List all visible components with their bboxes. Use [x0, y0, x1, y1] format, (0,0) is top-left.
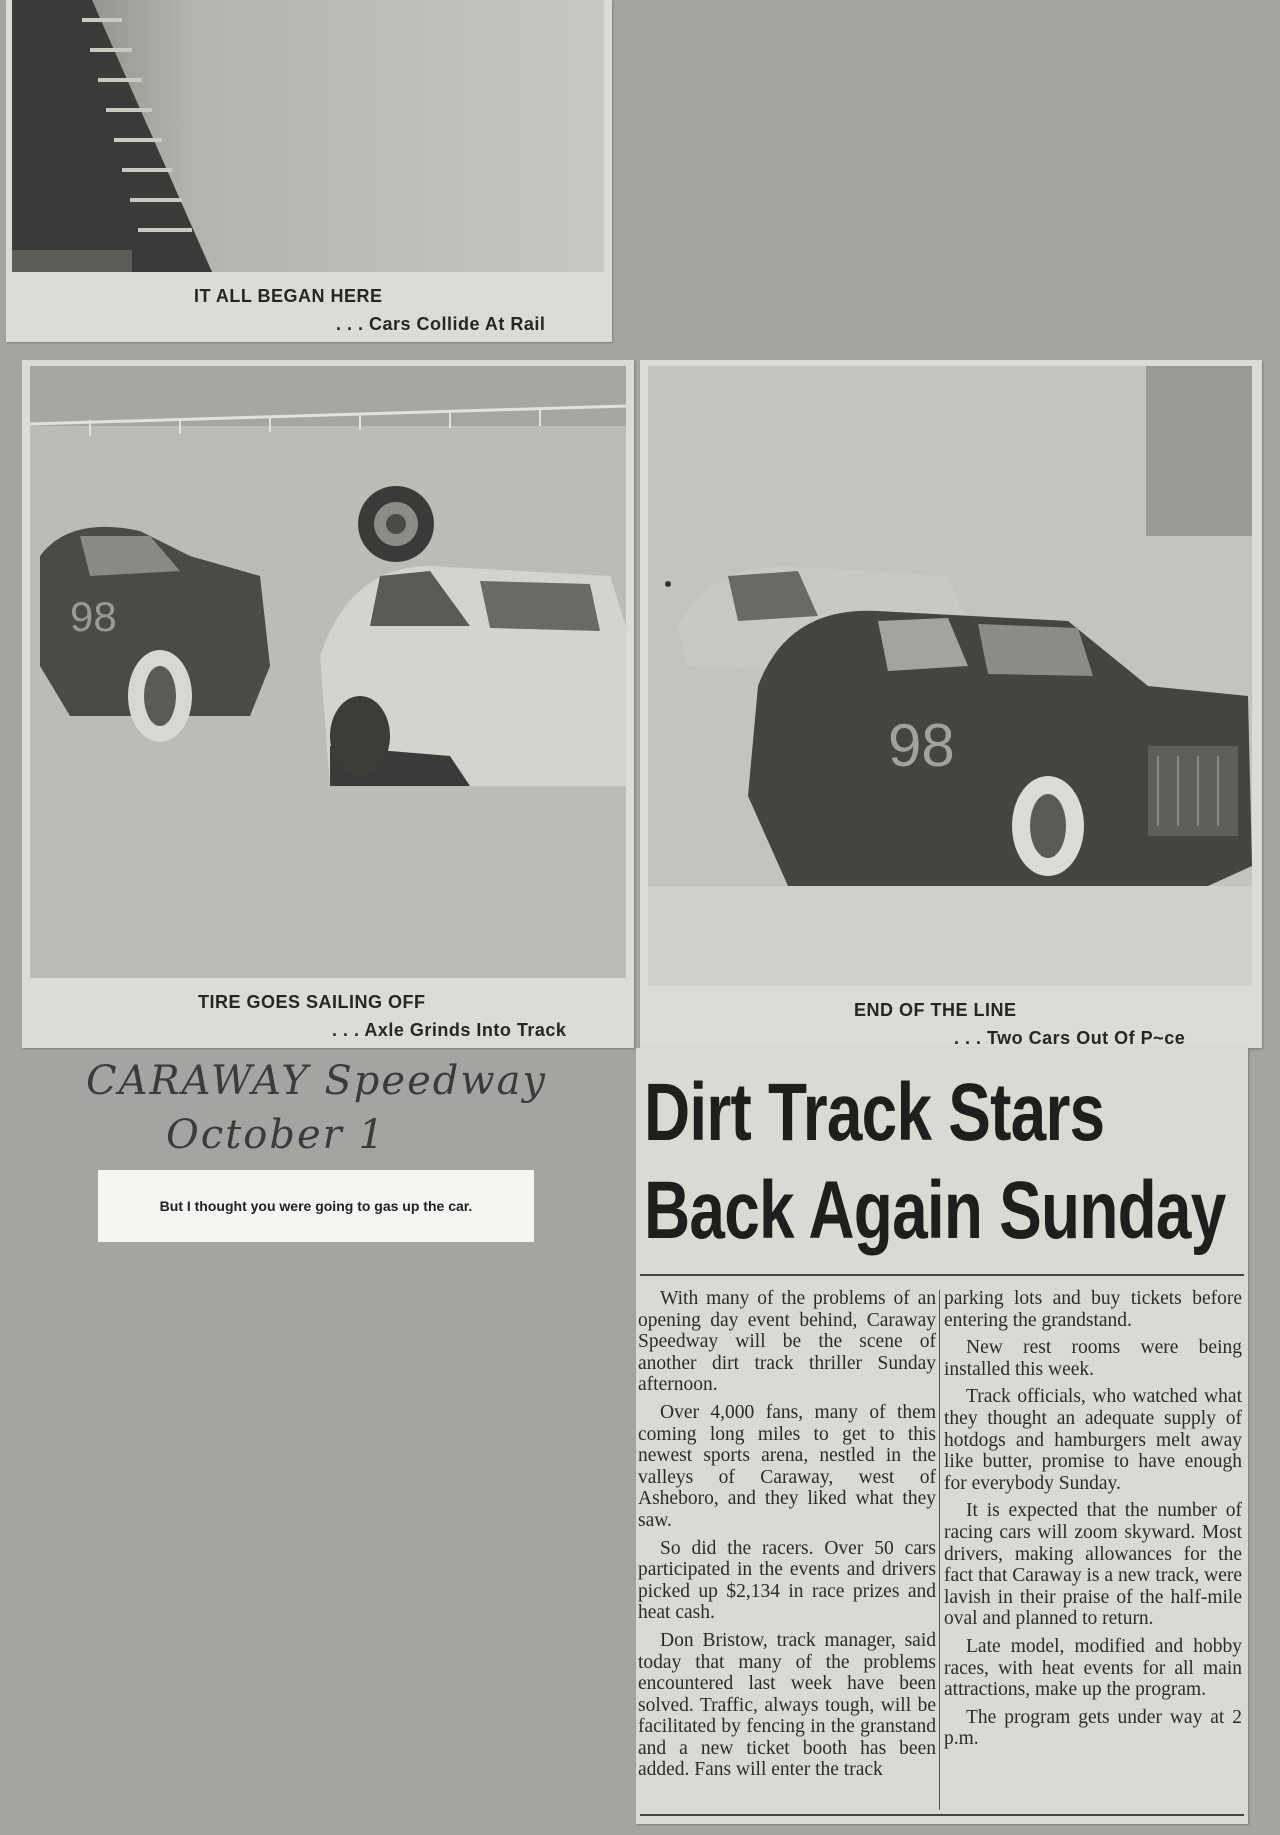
article-paragraph: Don Bristow, track manager, said today that many of the problems encountered last week have been solved. Traffic, always tough, will be facilitated by fencing in the granstand and a new ticket booth has been added. Fans will enter the track [638, 1629, 936, 1781]
article-paragraph: New rest rooms were being installed this week. [944, 1337, 1242, 1380]
photo-grandstand-collision [12, 0, 604, 272]
clipping-tire [22, 360, 634, 1048]
car-number-label: 98 [70, 593, 117, 640]
article-paragraph: With many of the problems of an opening day event behind, Caraway Speedway will be the scene of another dirt track thriller Sunday afternoon. [638, 1288, 936, 1396]
article-paragraph: So did the racers. Over 50 cars participated in the events and drivers picked up $2,134 in race prizes and heat cash. [638, 1537, 936, 1624]
caption-sub-tire: . . . Axle Grinds Into Track [332, 1020, 567, 1040]
article-column-1 [638, 1288, 936, 1787]
grandstand-illustration [12, 0, 604, 272]
headline-line2: Back Again Sunday [644, 1165, 1226, 1256]
article-paragraph: The program gets under way at 2 p.m. [944, 1706, 1242, 1750]
handwritten-note-line2: October 1 [166, 1112, 386, 1158]
photo-end-of-line [648, 366, 1252, 986]
caption-title-collision: IT ALL BEGAN HERE [194, 286, 383, 306]
cartoon-caption: But I thought you were going to gas up the car. [98, 1170, 534, 1242]
article-paragraph: parking lots and buy tickets before entering the grandstand. [944, 1288, 1242, 1331]
caption-sub-collision: . . . Cars Collide At Rail [336, 314, 546, 334]
two-cars-illustration [648, 366, 1252, 986]
car-number-label-2: 98 [888, 712, 955, 779]
headline-rule [640, 1274, 1244, 1276]
article-paragraph: Over 4,000 fans, many of them coming long miles to get to this newest sports arena, nestled in the valleys of Caraway, west of Asheboro, and they liked what they saw. [638, 1401, 936, 1531]
caption-title-end: END OF THE LINE [854, 1000, 1017, 1020]
column-rule [939, 1290, 940, 1810]
clipping-end-of-line [640, 360, 1262, 1048]
bottom-rule [640, 1814, 1244, 1816]
handwritten-note-line1: CARAWAY Speedway [86, 1058, 548, 1104]
article-clipping [636, 1048, 1248, 1824]
article-paragraph: Late model, modified and hobby races, with heat events for all main attractions, make up the program. [944, 1635, 1242, 1701]
photo-tire-sailing [30, 366, 626, 978]
race-cars-illustration [30, 366, 626, 978]
clipping-top [6, 0, 612, 342]
caption-sub-end: . . . Two Cars Out Of P~ce [954, 1028, 1186, 1048]
article-paragraph: It is expected that the number of racing cars will zoom skyward. Most drivers, making allowances for the fact that Caraway is a new track, were lavish in their praise of the half-mile oval and planned to return. [944, 1500, 1242, 1630]
headline-line1: Dirt Track Stars [644, 1067, 1105, 1158]
article-column-2 [944, 1288, 1242, 1756]
article-paragraph: Track officials, who watched what they thought an adequate supply of hotdogs and hamburgers melt away like butter, promise to have enough for everybody Sunday. [944, 1386, 1242, 1494]
caption-title-tire: TIRE GOES SAILING OFF [198, 992, 426, 1012]
